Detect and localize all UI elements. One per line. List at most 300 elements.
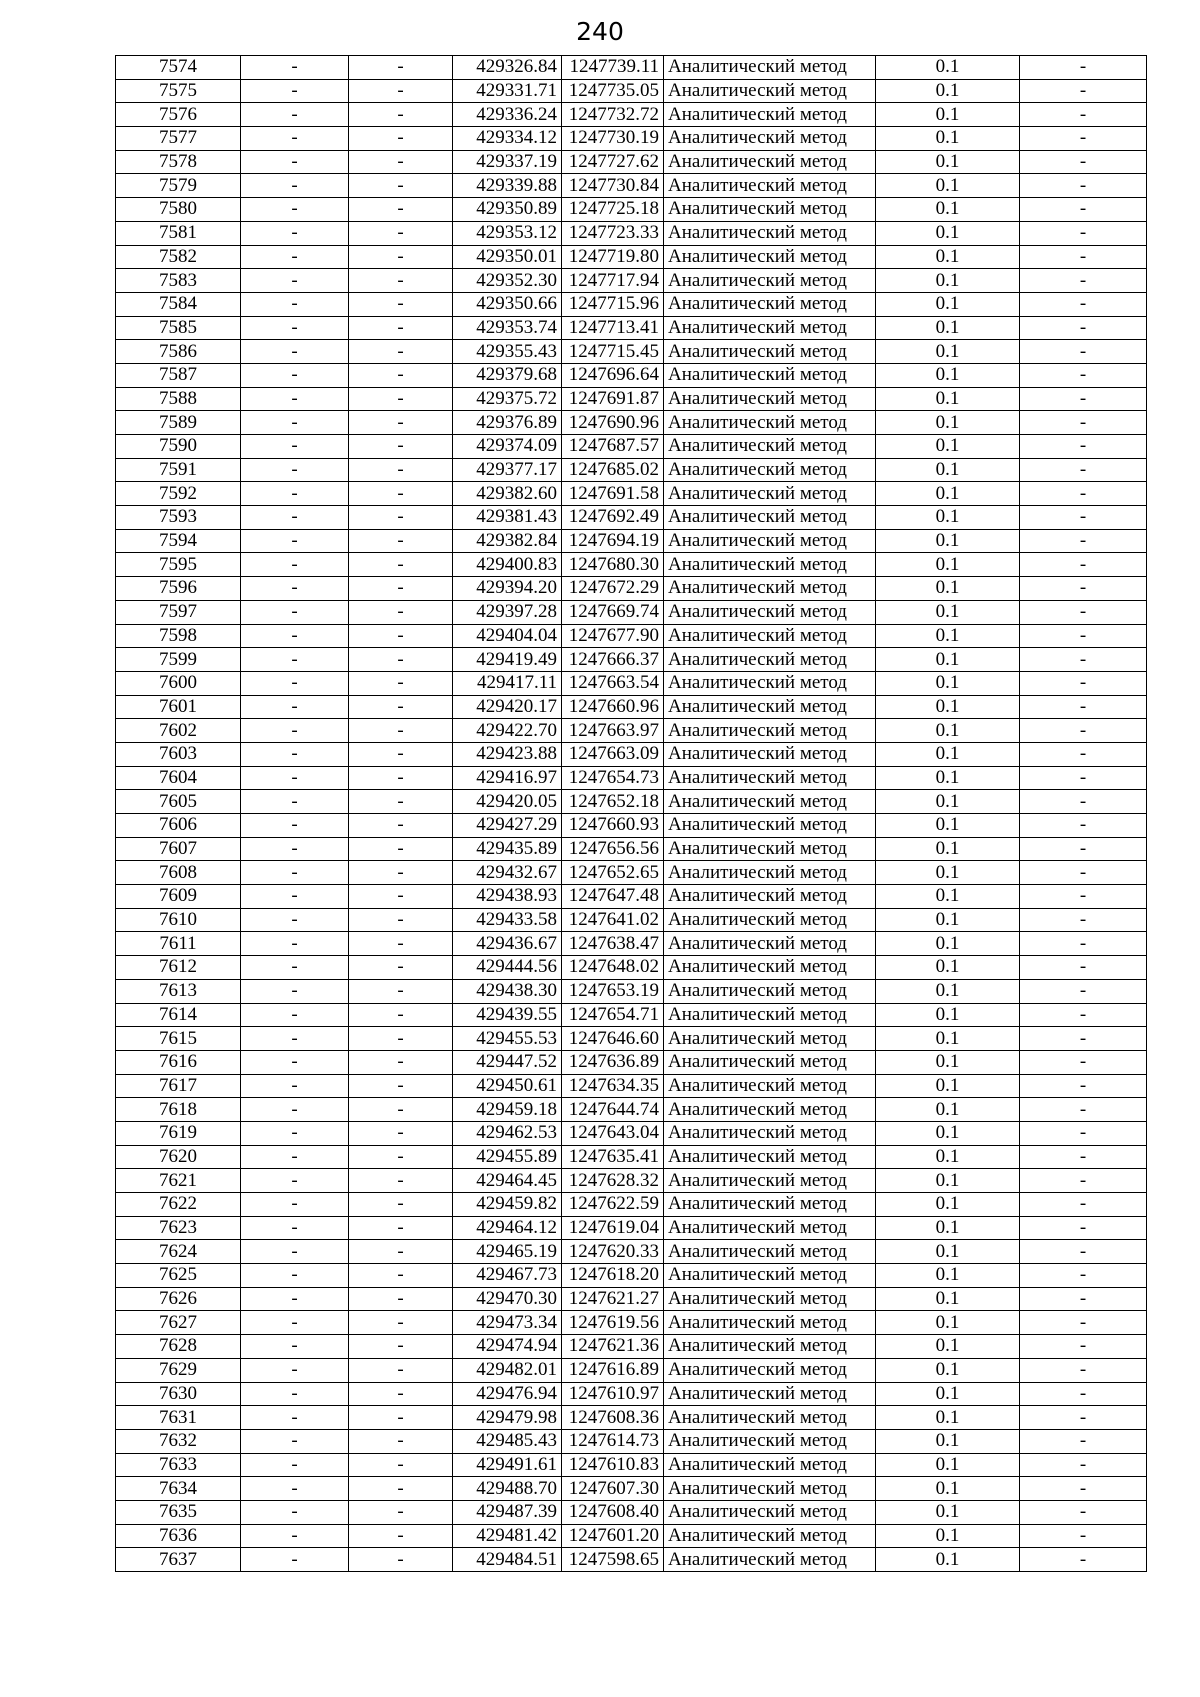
empty-cell: - bbox=[241, 695, 349, 719]
y-coordinate-cell: 1247719.80 bbox=[562, 245, 664, 269]
table-row bbox=[116, 174, 1147, 198]
accuracy-cell: 0.1 bbox=[876, 956, 1020, 980]
method-cell: Аналитический метод bbox=[664, 174, 876, 198]
method-cell: Аналитический метод bbox=[664, 1240, 876, 1264]
method-cell: Аналитический метод bbox=[664, 885, 876, 909]
empty-cell: - bbox=[349, 1193, 453, 1217]
method-cell: Аналитический метод bbox=[664, 553, 876, 577]
empty-cell: - bbox=[349, 1027, 453, 1051]
point-number-cell: 7630 bbox=[116, 1382, 241, 1406]
x-coordinate-cell: 429438.93 bbox=[453, 885, 562, 909]
x-coordinate-cell: 429339.88 bbox=[453, 174, 562, 198]
x-coordinate-cell: 429353.74 bbox=[453, 316, 562, 340]
empty-cell: - bbox=[349, 577, 453, 601]
empty-cell: - bbox=[349, 790, 453, 814]
point-number-cell: 7575 bbox=[116, 79, 241, 103]
method-cell: Аналитический метод bbox=[664, 1169, 876, 1193]
empty-cell: - bbox=[1020, 1311, 1147, 1335]
accuracy-cell: 0.1 bbox=[876, 458, 1020, 482]
page-number: 240 bbox=[576, 17, 624, 46]
empty-cell: - bbox=[241, 103, 349, 127]
accuracy-cell: 0.1 bbox=[876, 932, 1020, 956]
accuracy-cell: 0.1 bbox=[876, 174, 1020, 198]
table-row bbox=[116, 1477, 1147, 1501]
x-coordinate-cell: 429336.24 bbox=[453, 103, 562, 127]
point-number-cell: 7618 bbox=[116, 1098, 241, 1122]
method-cell: Аналитический метод bbox=[664, 766, 876, 790]
table-row bbox=[116, 1548, 1147, 1572]
x-coordinate-cell: 429382.84 bbox=[453, 529, 562, 553]
x-coordinate-cell: 429470.30 bbox=[453, 1287, 562, 1311]
empty-cell: - bbox=[241, 1335, 349, 1359]
y-coordinate-cell: 1247598.65 bbox=[562, 1548, 664, 1572]
accuracy-cell: 0.1 bbox=[876, 221, 1020, 245]
empty-cell: - bbox=[1020, 719, 1147, 743]
y-coordinate-cell: 1247622.59 bbox=[562, 1193, 664, 1217]
empty-cell: - bbox=[241, 411, 349, 435]
x-coordinate-cell: 429488.70 bbox=[453, 1477, 562, 1501]
point-number-cell: 7596 bbox=[116, 577, 241, 601]
method-cell: Аналитический метод bbox=[664, 363, 876, 387]
empty-cell: - bbox=[1020, 269, 1147, 293]
table-row bbox=[116, 1453, 1147, 1477]
table-row bbox=[116, 1145, 1147, 1169]
y-coordinate-cell: 1247654.71 bbox=[562, 1003, 664, 1027]
empty-cell: - bbox=[349, 56, 453, 80]
empty-cell: - bbox=[349, 742, 453, 766]
method-cell: Аналитический метод bbox=[664, 245, 876, 269]
y-coordinate-cell: 1247652.65 bbox=[562, 861, 664, 885]
method-cell: Аналитический метод bbox=[664, 1145, 876, 1169]
empty-cell: - bbox=[241, 1287, 349, 1311]
x-coordinate-cell: 429337.19 bbox=[453, 150, 562, 174]
point-number-cell: 7621 bbox=[116, 1169, 241, 1193]
x-coordinate-cell: 429491.61 bbox=[453, 1453, 562, 1477]
method-cell: Аналитический метод bbox=[664, 577, 876, 601]
accuracy-cell: 0.1 bbox=[876, 837, 1020, 861]
method-cell: Аналитический метод bbox=[664, 979, 876, 1003]
x-coordinate-cell: 429416.97 bbox=[453, 766, 562, 790]
y-coordinate-cell: 1247723.33 bbox=[562, 221, 664, 245]
empty-cell: - bbox=[349, 411, 453, 435]
method-cell: Аналитический метод bbox=[664, 1050, 876, 1074]
y-coordinate-cell: 1247669.74 bbox=[562, 600, 664, 624]
accuracy-cell: 0.1 bbox=[876, 1500, 1020, 1524]
accuracy-cell: 0.1 bbox=[876, 742, 1020, 766]
empty-cell: - bbox=[1020, 292, 1147, 316]
x-coordinate-cell: 429450.61 bbox=[453, 1074, 562, 1098]
x-coordinate-cell: 429394.20 bbox=[453, 577, 562, 601]
empty-cell: - bbox=[349, 103, 453, 127]
accuracy-cell: 0.1 bbox=[876, 363, 1020, 387]
accuracy-cell: 0.1 bbox=[876, 624, 1020, 648]
empty-cell: - bbox=[349, 127, 453, 151]
table-body bbox=[116, 56, 1147, 1572]
accuracy-cell: 0.1 bbox=[876, 482, 1020, 506]
empty-cell: - bbox=[241, 553, 349, 577]
point-number-cell: 7579 bbox=[116, 174, 241, 198]
empty-cell: - bbox=[349, 1264, 453, 1288]
method-cell: Аналитический метод bbox=[664, 790, 876, 814]
accuracy-cell: 0.1 bbox=[876, 245, 1020, 269]
empty-cell: - bbox=[349, 1524, 453, 1548]
x-coordinate-cell: 429455.53 bbox=[453, 1027, 562, 1051]
empty-cell: - bbox=[1020, 387, 1147, 411]
empty-cell: - bbox=[241, 1240, 349, 1264]
method-cell: Аналитический метод bbox=[664, 506, 876, 530]
x-coordinate-cell: 429476.94 bbox=[453, 1382, 562, 1406]
empty-cell: - bbox=[1020, 316, 1147, 340]
empty-cell: - bbox=[241, 671, 349, 695]
empty-cell: - bbox=[349, 1240, 453, 1264]
y-coordinate-cell: 1247663.97 bbox=[562, 719, 664, 743]
point-number-cell: 7585 bbox=[116, 316, 241, 340]
accuracy-cell: 0.1 bbox=[876, 577, 1020, 601]
empty-cell: - bbox=[349, 979, 453, 1003]
x-coordinate-cell: 429400.83 bbox=[453, 553, 562, 577]
y-coordinate-cell: 1247601.20 bbox=[562, 1524, 664, 1548]
method-cell: Аналитический метод bbox=[664, 529, 876, 553]
point-number-cell: 7628 bbox=[116, 1335, 241, 1359]
accuracy-cell: 0.1 bbox=[876, 198, 1020, 222]
x-coordinate-cell: 429439.55 bbox=[453, 1003, 562, 1027]
table-row bbox=[116, 624, 1147, 648]
empty-cell: - bbox=[241, 482, 349, 506]
accuracy-cell: 0.1 bbox=[876, 861, 1020, 885]
point-number-cell: 7580 bbox=[116, 198, 241, 222]
y-coordinate-cell: 1247672.29 bbox=[562, 577, 664, 601]
empty-cell: - bbox=[349, 885, 453, 909]
point-number-cell: 7592 bbox=[116, 482, 241, 506]
x-coordinate-cell: 429417.11 bbox=[453, 671, 562, 695]
accuracy-cell: 0.1 bbox=[876, 908, 1020, 932]
table-row bbox=[116, 1358, 1147, 1382]
empty-cell: - bbox=[349, 1216, 453, 1240]
empty-cell: - bbox=[349, 1358, 453, 1382]
method-cell: Аналитический метод bbox=[664, 482, 876, 506]
method-cell: Аналитический метод bbox=[664, 1027, 876, 1051]
empty-cell: - bbox=[1020, 742, 1147, 766]
empty-cell: - bbox=[241, 766, 349, 790]
empty-cell: - bbox=[241, 1453, 349, 1477]
empty-cell: - bbox=[1020, 435, 1147, 459]
point-number-cell: 7584 bbox=[116, 292, 241, 316]
table-row bbox=[116, 1193, 1147, 1217]
y-coordinate-cell: 1247717.94 bbox=[562, 269, 664, 293]
y-coordinate-cell: 1247694.19 bbox=[562, 529, 664, 553]
y-coordinate-cell: 1247715.45 bbox=[562, 340, 664, 364]
point-number-cell: 7614 bbox=[116, 1003, 241, 1027]
y-coordinate-cell: 1247644.74 bbox=[562, 1098, 664, 1122]
method-cell: Аналитический метод bbox=[664, 1287, 876, 1311]
point-number-cell: 7593 bbox=[116, 506, 241, 530]
empty-cell: - bbox=[1020, 221, 1147, 245]
accuracy-cell: 0.1 bbox=[876, 79, 1020, 103]
method-cell: Аналитический метод bbox=[664, 1453, 876, 1477]
empty-cell: - bbox=[241, 577, 349, 601]
table-row bbox=[116, 577, 1147, 601]
empty-cell: - bbox=[241, 1193, 349, 1217]
empty-cell: - bbox=[349, 363, 453, 387]
empty-cell: - bbox=[1020, 150, 1147, 174]
empty-cell: - bbox=[241, 600, 349, 624]
empty-cell: - bbox=[349, 1382, 453, 1406]
point-number-cell: 7626 bbox=[116, 1287, 241, 1311]
empty-cell: - bbox=[241, 150, 349, 174]
method-cell: Аналитический метод bbox=[664, 1264, 876, 1288]
point-number-cell: 7591 bbox=[116, 458, 241, 482]
point-number-cell: 7612 bbox=[116, 956, 241, 980]
method-cell: Аналитический метод bbox=[664, 1358, 876, 1382]
method-cell: Аналитический метод bbox=[664, 1429, 876, 1453]
table-row bbox=[116, 127, 1147, 151]
empty-cell: - bbox=[241, 387, 349, 411]
x-coordinate-cell: 429355.43 bbox=[453, 340, 562, 364]
x-coordinate-cell: 429420.05 bbox=[453, 790, 562, 814]
empty-cell: - bbox=[241, 1406, 349, 1430]
point-number-cell: 7602 bbox=[116, 719, 241, 743]
method-cell: Аналитический метод bbox=[664, 624, 876, 648]
accuracy-cell: 0.1 bbox=[876, 1240, 1020, 1264]
table-row bbox=[116, 600, 1147, 624]
point-number-cell: 7606 bbox=[116, 814, 241, 838]
y-coordinate-cell: 1247628.32 bbox=[562, 1169, 664, 1193]
method-cell: Аналитический метод bbox=[664, 435, 876, 459]
accuracy-cell: 0.1 bbox=[876, 885, 1020, 909]
y-coordinate-cell: 1247739.11 bbox=[562, 56, 664, 80]
empty-cell: - bbox=[241, 340, 349, 364]
empty-cell: - bbox=[349, 79, 453, 103]
x-coordinate-cell: 429438.30 bbox=[453, 979, 562, 1003]
point-number-cell: 7624 bbox=[116, 1240, 241, 1264]
method-cell: Аналитический метод bbox=[664, 648, 876, 672]
x-coordinate-cell: 429334.12 bbox=[453, 127, 562, 151]
empty-cell: - bbox=[241, 719, 349, 743]
table-row bbox=[116, 861, 1147, 885]
x-coordinate-cell: 429423.88 bbox=[453, 742, 562, 766]
y-coordinate-cell: 1247696.64 bbox=[562, 363, 664, 387]
empty-cell: - bbox=[241, 1027, 349, 1051]
accuracy-cell: 0.1 bbox=[876, 1287, 1020, 1311]
y-coordinate-cell: 1247608.40 bbox=[562, 1500, 664, 1524]
table-row bbox=[116, 719, 1147, 743]
table-row bbox=[116, 506, 1147, 530]
table-row bbox=[116, 150, 1147, 174]
empty-cell: - bbox=[349, 553, 453, 577]
x-coordinate-cell: 429473.34 bbox=[453, 1311, 562, 1335]
y-coordinate-cell: 1247715.96 bbox=[562, 292, 664, 316]
point-number-cell: 7633 bbox=[116, 1453, 241, 1477]
empty-cell: - bbox=[1020, 1382, 1147, 1406]
accuracy-cell: 0.1 bbox=[876, 1003, 1020, 1027]
empty-cell: - bbox=[349, 1335, 453, 1359]
x-coordinate-cell: 429353.12 bbox=[453, 221, 562, 245]
point-number-cell: 7607 bbox=[116, 837, 241, 861]
table-row bbox=[116, 979, 1147, 1003]
empty-cell: - bbox=[1020, 1264, 1147, 1288]
table-row bbox=[116, 932, 1147, 956]
x-coordinate-cell: 429465.19 bbox=[453, 1240, 562, 1264]
empty-cell: - bbox=[241, 56, 349, 80]
empty-cell: - bbox=[1020, 1477, 1147, 1501]
empty-cell: - bbox=[349, 174, 453, 198]
accuracy-cell: 0.1 bbox=[876, 316, 1020, 340]
empty-cell: - bbox=[349, 1169, 453, 1193]
method-cell: Аналитический метод bbox=[664, 1216, 876, 1240]
empty-cell: - bbox=[241, 861, 349, 885]
empty-cell: - bbox=[241, 742, 349, 766]
accuracy-cell: 0.1 bbox=[876, 600, 1020, 624]
table-row bbox=[116, 269, 1147, 293]
y-coordinate-cell: 1247620.33 bbox=[562, 1240, 664, 1264]
table-row bbox=[116, 908, 1147, 932]
accuracy-cell: 0.1 bbox=[876, 1382, 1020, 1406]
table-row bbox=[116, 1287, 1147, 1311]
point-number-cell: 7619 bbox=[116, 1121, 241, 1145]
empty-cell: - bbox=[1020, 956, 1147, 980]
table-row bbox=[116, 529, 1147, 553]
accuracy-cell: 0.1 bbox=[876, 553, 1020, 577]
empty-cell: - bbox=[1020, 1121, 1147, 1145]
method-cell: Аналитический метод bbox=[664, 719, 876, 743]
accuracy-cell: 0.1 bbox=[876, 1477, 1020, 1501]
x-coordinate-cell: 429481.42 bbox=[453, 1524, 562, 1548]
empty-cell: - bbox=[349, 506, 453, 530]
empty-cell: - bbox=[241, 1524, 349, 1548]
empty-cell: - bbox=[349, 529, 453, 553]
accuracy-cell: 0.1 bbox=[876, 1145, 1020, 1169]
empty-cell: - bbox=[349, 1074, 453, 1098]
table-row bbox=[116, 1264, 1147, 1288]
empty-cell: - bbox=[1020, 861, 1147, 885]
empty-cell: - bbox=[241, 1311, 349, 1335]
accuracy-cell: 0.1 bbox=[876, 1027, 1020, 1051]
point-number-cell: 7622 bbox=[116, 1193, 241, 1217]
table-row bbox=[116, 411, 1147, 435]
point-number-cell: 7611 bbox=[116, 932, 241, 956]
table-row bbox=[116, 695, 1147, 719]
empty-cell: - bbox=[241, 435, 349, 459]
point-number-cell: 7637 bbox=[116, 1548, 241, 1572]
table-row bbox=[116, 1382, 1147, 1406]
point-number-cell: 7581 bbox=[116, 221, 241, 245]
point-number-cell: 7590 bbox=[116, 435, 241, 459]
empty-cell: - bbox=[241, 1121, 349, 1145]
table-row bbox=[116, 1311, 1147, 1335]
point-number-cell: 7595 bbox=[116, 553, 241, 577]
empty-cell: - bbox=[1020, 766, 1147, 790]
x-coordinate-cell: 429467.73 bbox=[453, 1264, 562, 1288]
point-number-cell: 7603 bbox=[116, 742, 241, 766]
method-cell: Аналитический метод bbox=[664, 932, 876, 956]
method-cell: Аналитический метод bbox=[664, 221, 876, 245]
empty-cell: - bbox=[1020, 1098, 1147, 1122]
table-row bbox=[116, 885, 1147, 909]
point-number-cell: 7635 bbox=[116, 1500, 241, 1524]
x-coordinate-cell: 429459.18 bbox=[453, 1098, 562, 1122]
y-coordinate-cell: 1247619.56 bbox=[562, 1311, 664, 1335]
empty-cell: - bbox=[241, 908, 349, 932]
empty-cell: - bbox=[241, 1074, 349, 1098]
empty-cell: - bbox=[1020, 1169, 1147, 1193]
method-cell: Аналитический метод bbox=[664, 1477, 876, 1501]
empty-cell: - bbox=[241, 458, 349, 482]
accuracy-cell: 0.1 bbox=[876, 1050, 1020, 1074]
accuracy-cell: 0.1 bbox=[876, 1406, 1020, 1430]
point-number-cell: 7577 bbox=[116, 127, 241, 151]
x-coordinate-cell: 429381.43 bbox=[453, 506, 562, 530]
empty-cell: - bbox=[1020, 198, 1147, 222]
empty-cell: - bbox=[241, 1050, 349, 1074]
table-row bbox=[116, 553, 1147, 577]
x-coordinate-cell: 429433.58 bbox=[453, 908, 562, 932]
empty-cell: - bbox=[349, 458, 453, 482]
y-coordinate-cell: 1247690.96 bbox=[562, 411, 664, 435]
method-cell: Аналитический метод bbox=[664, 861, 876, 885]
point-number-cell: 7625 bbox=[116, 1264, 241, 1288]
accuracy-cell: 0.1 bbox=[876, 127, 1020, 151]
empty-cell: - bbox=[241, 624, 349, 648]
empty-cell: - bbox=[349, 482, 453, 506]
empty-cell: - bbox=[241, 363, 349, 387]
empty-cell: - bbox=[1020, 1240, 1147, 1264]
y-coordinate-cell: 1247656.56 bbox=[562, 837, 664, 861]
y-coordinate-cell: 1247614.73 bbox=[562, 1429, 664, 1453]
empty-cell: - bbox=[241, 1382, 349, 1406]
empty-cell: - bbox=[1020, 529, 1147, 553]
empty-cell: - bbox=[1020, 624, 1147, 648]
x-coordinate-cell: 429377.17 bbox=[453, 458, 562, 482]
empty-cell: - bbox=[349, 269, 453, 293]
accuracy-cell: 0.1 bbox=[876, 1548, 1020, 1572]
empty-cell: - bbox=[349, 387, 453, 411]
x-coordinate-cell: 429374.09 bbox=[453, 435, 562, 459]
method-cell: Аналитический метод bbox=[664, 1335, 876, 1359]
empty-cell: - bbox=[349, 1406, 453, 1430]
method-cell: Аналитический метод bbox=[664, 316, 876, 340]
empty-cell: - bbox=[241, 506, 349, 530]
point-number-cell: 7599 bbox=[116, 648, 241, 672]
table-row bbox=[116, 79, 1147, 103]
method-cell: Аналитический метод bbox=[664, 1003, 876, 1027]
y-coordinate-cell: 1247692.49 bbox=[562, 506, 664, 530]
x-coordinate-cell: 429487.39 bbox=[453, 1500, 562, 1524]
method-cell: Аналитический метод bbox=[664, 150, 876, 174]
method-cell: Аналитический метод bbox=[664, 1382, 876, 1406]
accuracy-cell: 0.1 bbox=[876, 1098, 1020, 1122]
method-cell: Аналитический метод bbox=[664, 340, 876, 364]
point-number-cell: 7609 bbox=[116, 885, 241, 909]
empty-cell: - bbox=[1020, 671, 1147, 695]
y-coordinate-cell: 1247663.09 bbox=[562, 742, 664, 766]
table-row bbox=[116, 671, 1147, 695]
empty-cell: - bbox=[1020, 1453, 1147, 1477]
y-coordinate-cell: 1247621.27 bbox=[562, 1287, 664, 1311]
empty-cell: - bbox=[349, 1500, 453, 1524]
x-coordinate-cell: 429379.68 bbox=[453, 363, 562, 387]
method-cell: Аналитический метод bbox=[664, 411, 876, 435]
point-number-cell: 7598 bbox=[116, 624, 241, 648]
table-row bbox=[116, 1098, 1147, 1122]
method-cell: Аналитический метод bbox=[664, 387, 876, 411]
y-coordinate-cell: 1247610.97 bbox=[562, 1382, 664, 1406]
empty-cell: - bbox=[349, 956, 453, 980]
empty-cell: - bbox=[241, 198, 349, 222]
empty-cell: - bbox=[241, 790, 349, 814]
empty-cell: - bbox=[241, 956, 349, 980]
empty-cell: - bbox=[241, 529, 349, 553]
method-cell: Аналитический метод bbox=[664, 1406, 876, 1430]
